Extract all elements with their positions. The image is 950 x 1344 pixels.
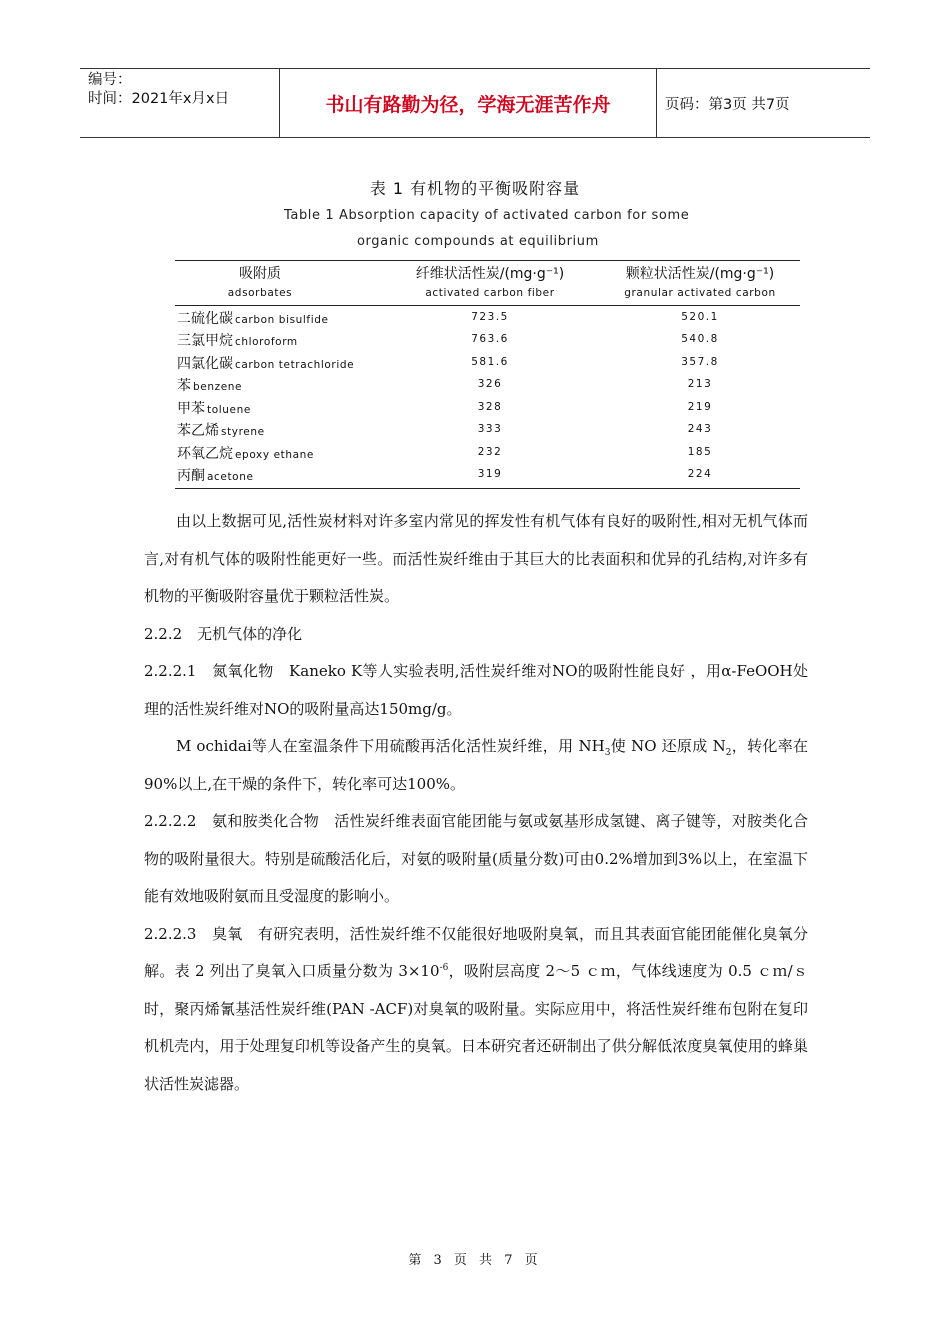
table-title-en-1: Table 1 Absorption capacity of activated carbon for some: [284, 208, 690, 223]
table-row: 苯 benzene 326 213: [177, 378, 713, 394]
table-row: 苯乙烯 styrene 333 243: [177, 423, 713, 439]
date-label: 时间：2021年x月x日: [88, 91, 230, 107]
section-2-2-2-3: 2.2.2.3 臭氧 有研究表明，活性炭纤维不仅能很好地吸附臭氧，而且其表面官能团能催化臭氧分解。表 2 列出了臭氧入口质量分数为 $3\times 10^{-6}$，吸附层高度 2～5 ｃｍ，气体线速度为 0.5 ｃｍ/ｓ时，聚丙烯氰基活性炭纤维(PAN -ACF)对臭氧的吸附量。实际应用中，将活性炭纤维布包附在复印机机壳内，用于处理复印机等设备产生的臭氧。日本研究者还研制出了供分解低浓度臭氧使用的蜂巢状活性炭滤器。: [144, 924, 808, 1093]
table-row: 丙酮 acetone 319 224: [177, 468, 713, 484]
number-label: 编号：: [88, 72, 132, 88]
column-header-fiber: 纤维状活性炭/(mg·g⁻¹) activated carbon fiber: [415, 266, 565, 299]
table-row: 四氯化碳 carbon tetrachloride 581.6 357.8: [177, 356, 719, 372]
section-heading-2-2-2: 2.2.2 无机气体的净化: [144, 624, 303, 643]
table-bottom-rule: [175, 488, 800, 489]
paragraph-mochidai: M ochidai等人在室温条件下用硫酸再活化活性炭纤维，用 $NH_3$使 NO 还原成 $N_2$，转化率在90%以上,在干燥的条件下，转化率可达100%。: [144, 737, 808, 793]
section-2-2-2-1: 2.2.2.1 氮氧化物 Kaneko K等人实验表明,活性炭纤维对NO的吸附性能良好 ，用α-FeOOH处理的活性炭纤维对NO的吸附量高达150mg/g。: [144, 662, 808, 718]
table-row: 三氯甲烷 chloroform 763.6 540.8: [177, 333, 719, 349]
table-row: 甲苯 toluene 328 219: [177, 401, 713, 417]
table-header-rule: [175, 305, 800, 306]
column-header-adsorbates: 吸附质 adsorbates: [227, 266, 293, 299]
header-info-cell: [80, 69, 280, 137]
header-motto: 书山有路勤为径，学海无涯苦作舟: [280, 69, 657, 137]
table-title-cn: 表 1 有机物的平衡吸附容量: [369, 179, 581, 198]
table-row: 二硫化碳 carbon bisulfide 723.5 520.1: [177, 311, 719, 327]
header-page-label: 页码：第3页 共7页: [665, 96, 790, 113]
column-header-granular: 颗粒状活性炭/(mg·g⁻¹) granular activated carbon: [624, 266, 776, 299]
table-top-rule: [175, 260, 800, 261]
table-row: 环氧乙烷 epoxy ethane 232 185: [177, 446, 713, 462]
page-header: [80, 68, 870, 138]
table-title-en-2: organic compounds at equilibrium: [357, 234, 599, 249]
page-footer: 第 3 页 共 7 页: [408, 1253, 542, 1268]
section-2-2-2-2: 2.2.2.2 氨和胺类化合物 活性炭纤维表面官能团能与氨或氨基形成氢键、离子键等，对胺类化合物的吸附量很大。特别是硫酸活化后，对氨的吸附量(质量分数)可由0.2%增加到3%以上，在室温下能有效地吸附氨而且受湿度的影响小。: [144, 812, 808, 905]
body-text: [144, 503, 808, 1103]
paragraph-summary: 由以上数据可见,活性炭材料对许多室内常见的挥发性有机气体有良好的吸附性,相对无机气体而言,对有机气体的吸附性能更好一些。而活性炭纤维由于其巨大的比表面积和优异的孔结构,对许多有机物的平衡吸附容量优于颗粒活性炭。: [144, 512, 808, 605]
